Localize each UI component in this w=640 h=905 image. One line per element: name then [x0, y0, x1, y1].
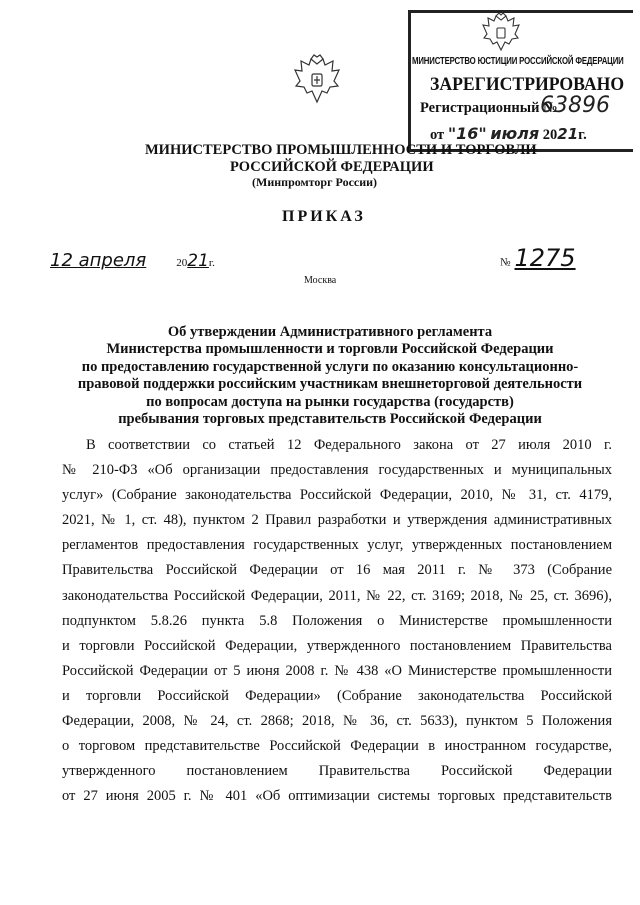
stamp-reg-label: Регистрационный № [420, 100, 558, 116]
body-line: услуг» (Собрание законодательства Российской Федерации, 2010, № 31, ст. 4179, [62, 487, 612, 504]
order-date-handwritten: 12 апреля [50, 250, 147, 271]
subject-line: правовой поддержки российским участникам внешнеторговой деятельности [77, 376, 583, 393]
subject-line: пребывания торговых представительств Российской Федерации [118, 411, 542, 428]
ministry-short-name: (Минпромторг России) [252, 175, 378, 189]
stamp-date-day: 16 [456, 124, 479, 143]
body-line: подпунктом 5.8.26 пункта 5.8 Положения о Министерстве промышленности [62, 612, 612, 629]
stamp-ministry: МИНИСТЕРСТВО ЮСТИЦИИ РОССИЙСКОЙ ФЕДЕРАЦИИ [412, 56, 624, 67]
order-subject [40, 324, 620, 428]
coat-of-arms-icon [292, 54, 342, 110]
body-line: Правительства Российской Федерации от 16 мая 2011 г. № 373 (Собрание [62, 562, 612, 579]
order-number-value: 1275 [514, 244, 576, 272]
ministry-name-line2: РОССИЙСКОЙ ФЕДЕРАЦИИ [230, 159, 434, 175]
ministry-name-part-a: МИНИСТЕРСТВО ПРОМЫШЛЕННОСТИ [145, 142, 438, 158]
order-body [62, 433, 612, 809]
body-line: и торговли Российской Федерации, утвержденного постановлением Правительства [62, 637, 612, 654]
body-line: Российской Федерации от 5 июня 2008 г. № 438 «О Министерстве промышленности [62, 662, 612, 679]
body-line: 2021, № 1, ст. 48), пунктом 2 Правил разработки и утверждения административных [62, 512, 612, 529]
ministry-name-part-b: И ТОРГОВЛИ [440, 142, 537, 158]
body-line: и торговли Российской Федерации» (Собрание законодательства Российской [62, 687, 612, 704]
stamp-year-unit: г. [578, 127, 587, 143]
body-line: от 27 июня 2005 г. № 401 «Об оптимизации системы торговых представительств [62, 788, 612, 805]
order-date [50, 250, 215, 271]
subject-line: по вопросам доступа на рынки государства (государств) [146, 393, 514, 410]
order-number-label: № [500, 256, 511, 269]
stamp-date: от "16" июля 2021г. [430, 124, 587, 143]
order-year-suffix: 21 [187, 251, 209, 271]
order-year-unit: г. [208, 257, 215, 269]
body-line: утвержденного постановлением Правительства Российской Федерации [62, 763, 612, 780]
stamp-date-month: июля [490, 124, 540, 143]
order-number [500, 244, 576, 272]
subject-line: Об утверждении Административного регламента [167, 324, 493, 340]
stamp-year-prefix: 20 [542, 127, 558, 143]
stamp-status: ЗАРЕГИСТРИРОВАНО [430, 74, 625, 95]
body-line: о торговом представительстве Российской Федерации в иностранном государстве, [62, 738, 612, 755]
body-line: № 210-ФЗ «Об организации предоставления государственных и муниципальных [62, 462, 612, 479]
city: Москва [304, 275, 337, 286]
body-line: Федерации, 2008, № 24, ст. 2868; 2018, № 36, ст. 5633), пунктом 5 Положения [62, 713, 612, 730]
stamp-year-suffix: 21 [557, 125, 579, 143]
stamp-date-prefix: от [430, 127, 445, 143]
order-year-prefix: 20 [176, 257, 188, 269]
subject-line: Министерства промышленности и торговли Российской Федерации [106, 341, 554, 358]
body-line: законодательства Российской Федерации, 2011, № 22, ст. 3169; 2018, № 25, ст. 3696), [62, 587, 612, 604]
body-line: регламентов предоставления государственных услуг, утвержденных постановлением [62, 537, 612, 554]
ministry-name-line1 [145, 142, 537, 159]
body-line: В соответствии со статьей 12 Федерального закона от 27 июля 2010 г. [86, 437, 612, 453]
document-type: ПРИКАЗ [282, 208, 366, 225]
stamp-reg-number: 63896 [540, 93, 610, 118]
subject-line: по предоставлению государственной услуги по оказанию консультационно- [81, 358, 579, 375]
